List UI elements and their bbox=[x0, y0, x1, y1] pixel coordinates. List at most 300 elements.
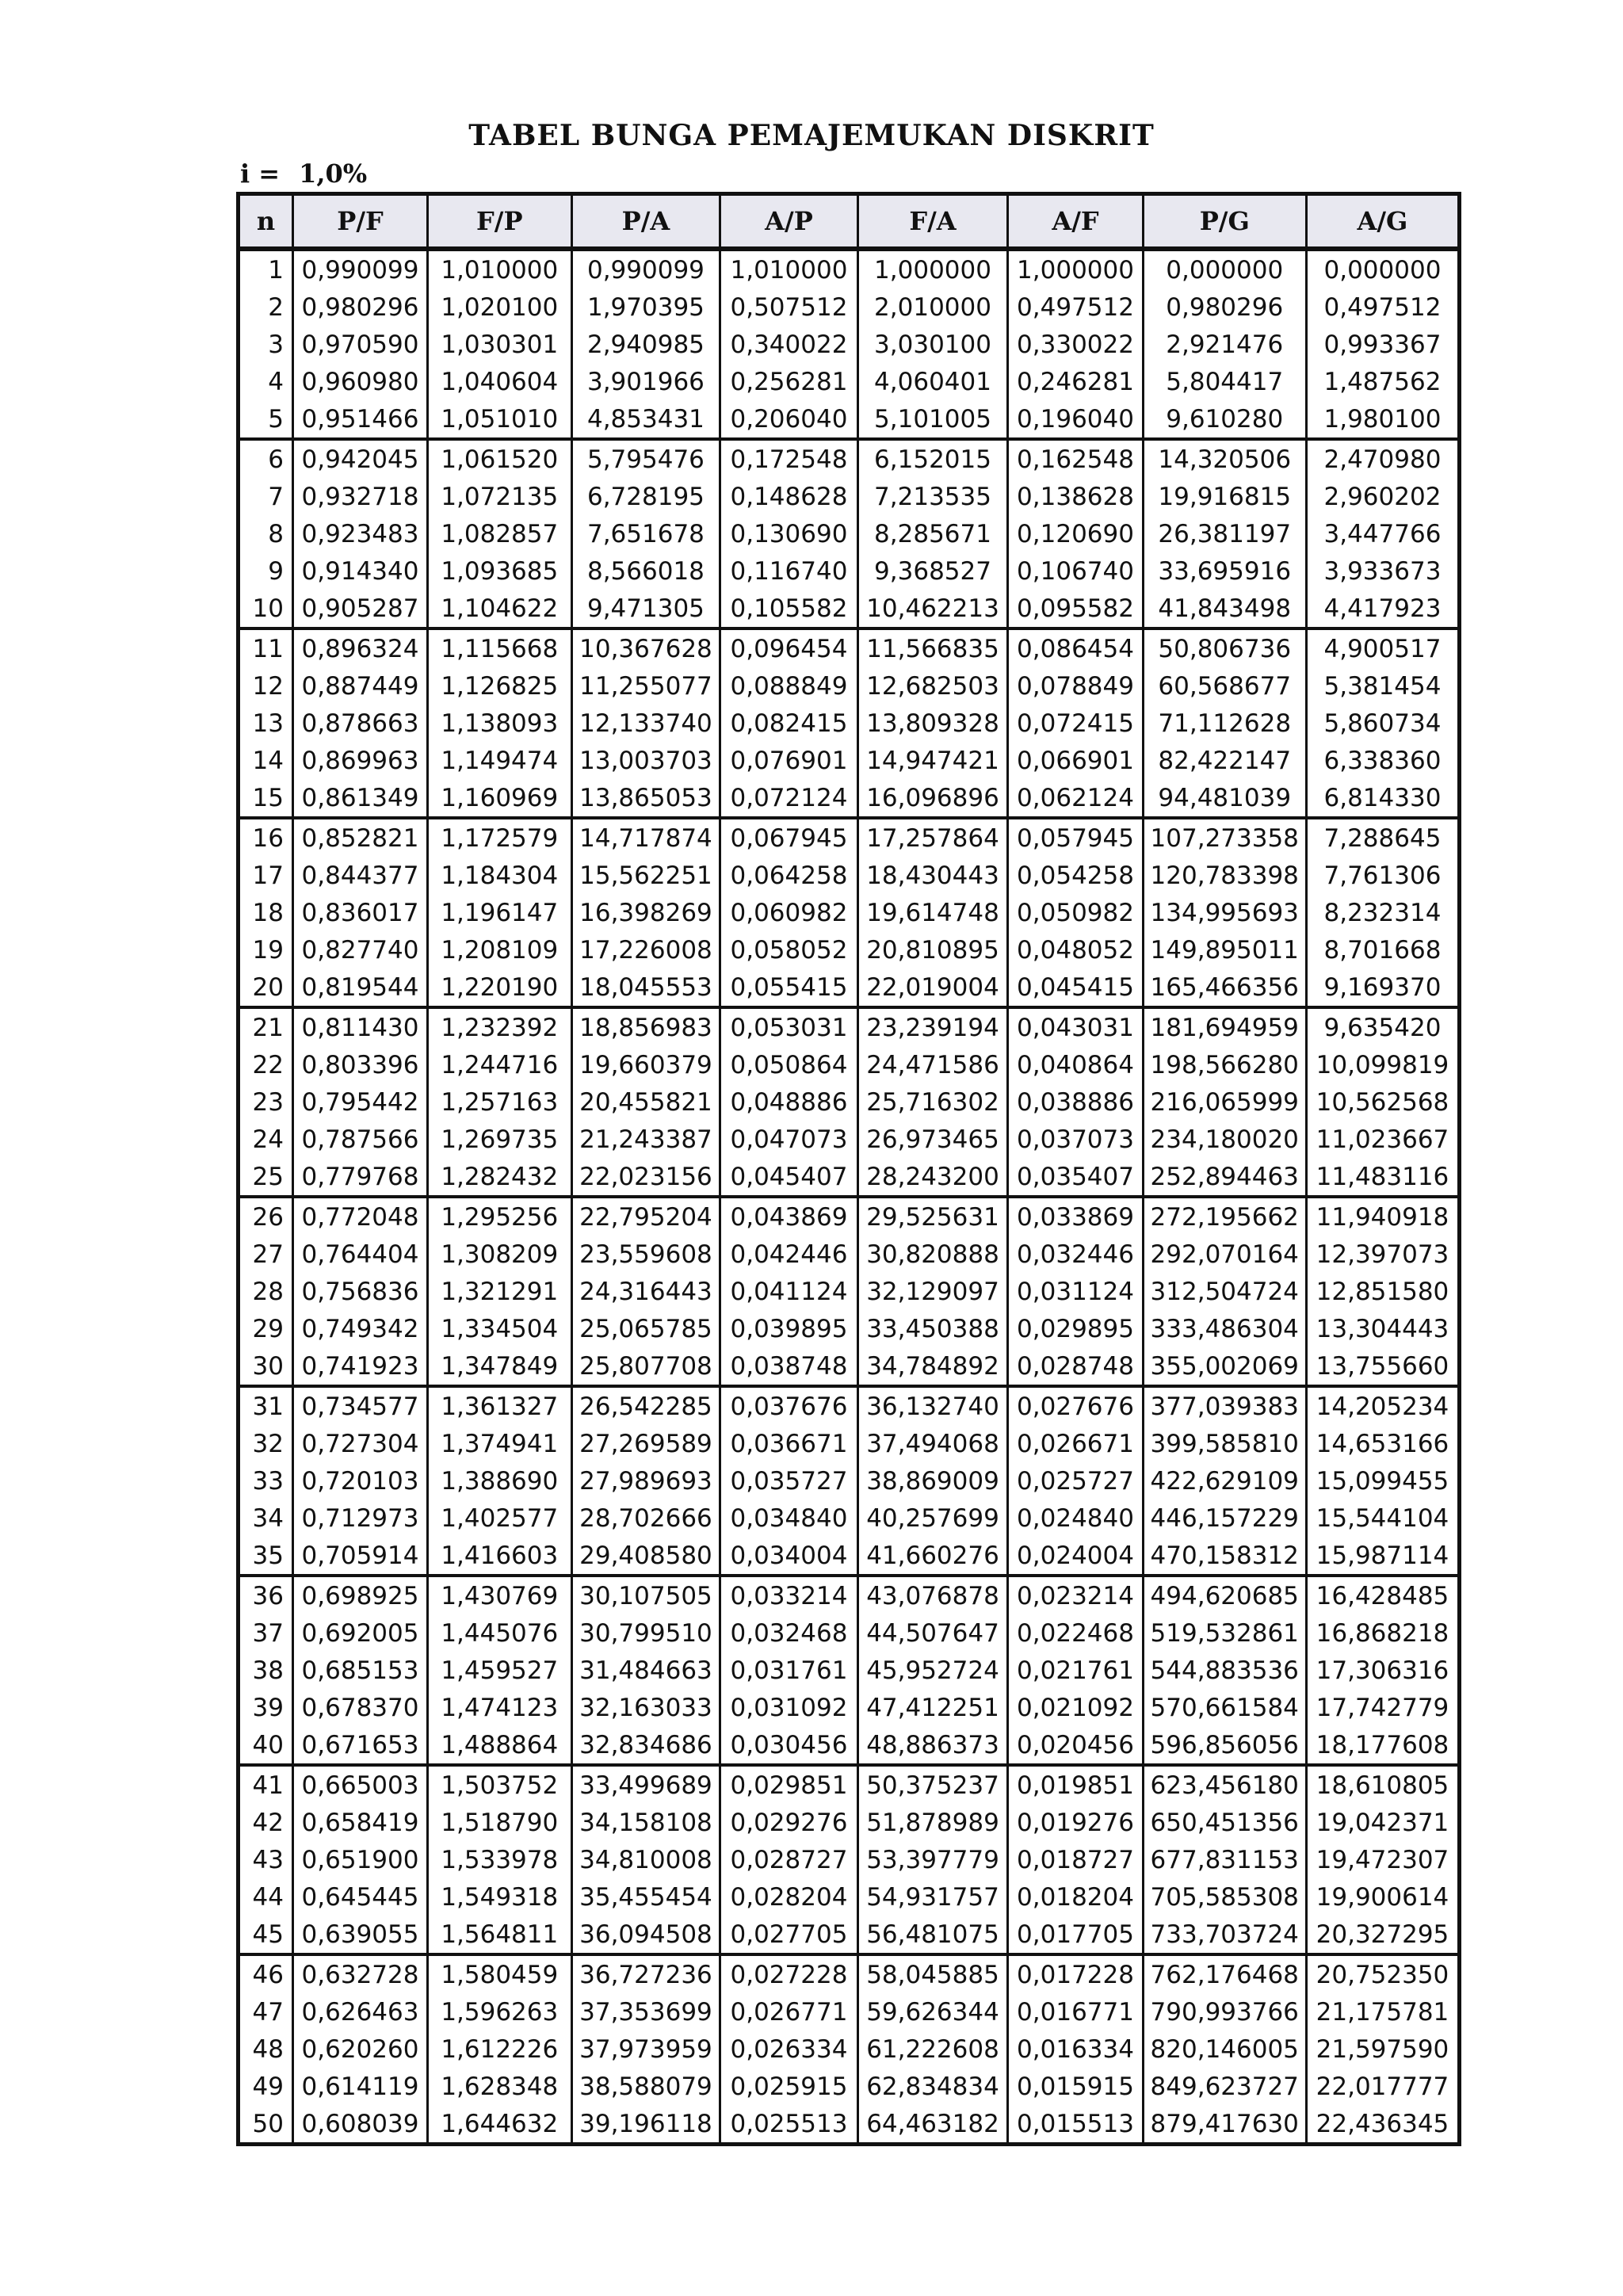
factor-cell: 1,244716 bbox=[428, 1046, 571, 1083]
column-header: A/P bbox=[720, 194, 857, 250]
period-cell: 38 bbox=[239, 1652, 293, 1689]
factor-cell: 20,455821 bbox=[571, 1083, 720, 1121]
factor-cell: 0,105582 bbox=[720, 590, 857, 628]
factor-cell: 11,940918 bbox=[1306, 1197, 1459, 1236]
factor-cell: 50,806736 bbox=[1143, 628, 1306, 667]
factor-cell: 0,038886 bbox=[1008, 1083, 1143, 1121]
factor-cell: 61,222608 bbox=[857, 2030, 1008, 2068]
factor-cell: 0,028727 bbox=[720, 1841, 857, 1878]
factor-cell: 1,334504 bbox=[428, 1310, 571, 1347]
factor-cell: 0,029851 bbox=[720, 1765, 857, 1804]
period-cell: 34 bbox=[239, 1499, 293, 1537]
factor-cell: 0,048886 bbox=[720, 1083, 857, 1121]
table-row bbox=[239, 705, 1460, 742]
factor-cell: 1,208109 bbox=[428, 931, 571, 968]
column-header: P/F bbox=[292, 194, 427, 250]
period-cell: 14 bbox=[239, 742, 293, 779]
table-row bbox=[239, 1158, 1460, 1197]
factor-cell: 18,430443 bbox=[857, 857, 1008, 894]
factor-cell: 2,960202 bbox=[1306, 478, 1459, 515]
factor-cell: 0,037073 bbox=[1008, 1121, 1143, 1158]
period-cell: 10 bbox=[239, 590, 293, 628]
factor-cell: 25,716302 bbox=[857, 1083, 1008, 1121]
factor-cell: 1,321291 bbox=[428, 1273, 571, 1310]
factor-cell: 0,088849 bbox=[720, 667, 857, 705]
factor-cell: 1,361327 bbox=[428, 1386, 571, 1425]
period-cell: 11 bbox=[239, 628, 293, 667]
factor-cell: 0,060982 bbox=[720, 894, 857, 931]
table-row bbox=[239, 1386, 1460, 1425]
factor-cell: 14,717874 bbox=[571, 818, 720, 857]
factor-cell: 37,973959 bbox=[571, 2030, 720, 2068]
factor-cell: 422,629109 bbox=[1143, 1462, 1306, 1499]
period-cell: 4 bbox=[239, 363, 293, 400]
factor-cell: 15,099455 bbox=[1306, 1462, 1459, 1499]
factor-cell: 1,295256 bbox=[428, 1197, 571, 1236]
factor-cell: 0,970590 bbox=[292, 326, 427, 363]
column-header: A/G bbox=[1306, 194, 1459, 250]
factor-cell: 198,566280 bbox=[1143, 1046, 1306, 1083]
factor-cell: 0,025915 bbox=[720, 2068, 857, 2105]
factor-cell: 0,028748 bbox=[1008, 1347, 1143, 1386]
factor-cell: 0,050982 bbox=[1008, 894, 1143, 931]
factor-cell: 15,987114 bbox=[1306, 1537, 1459, 1576]
period-cell: 47 bbox=[239, 1993, 293, 2030]
period-cell: 2 bbox=[239, 288, 293, 326]
factor-cell: 0,024840 bbox=[1008, 1499, 1143, 1537]
factor-cell: 6,152015 bbox=[857, 439, 1008, 478]
factor-cell: 7,288645 bbox=[1306, 818, 1459, 857]
factor-cell: 1,416603 bbox=[428, 1537, 571, 1576]
period-cell: 30 bbox=[239, 1347, 293, 1386]
factor-cell: 0,035727 bbox=[720, 1462, 857, 1499]
factor-cell: 20,327295 bbox=[1306, 1916, 1459, 1954]
period-cell: 31 bbox=[239, 1386, 293, 1425]
factor-cell: 0,651900 bbox=[292, 1841, 427, 1878]
factor-cell: 0,026671 bbox=[1008, 1425, 1143, 1462]
factor-cell: 26,381197 bbox=[1143, 515, 1306, 552]
factor-cell: 1,402577 bbox=[428, 1499, 571, 1537]
period-cell: 12 bbox=[239, 667, 293, 705]
factor-cell: 0,665003 bbox=[292, 1765, 427, 1804]
factor-cell: 1,220190 bbox=[428, 968, 571, 1007]
factor-cell: 10,099819 bbox=[1306, 1046, 1459, 1083]
factor-cell: 0,034004 bbox=[720, 1537, 857, 1576]
factor-cell: 31,484663 bbox=[571, 1652, 720, 1689]
factor-cell: 16,868218 bbox=[1306, 1614, 1459, 1652]
factor-cell: 23,239194 bbox=[857, 1007, 1008, 1046]
factor-cell: 3,901966 bbox=[571, 363, 720, 400]
factor-cell: 22,017777 bbox=[1306, 2068, 1459, 2105]
factor-cell: 13,865053 bbox=[571, 779, 720, 818]
table-row bbox=[239, 1462, 1460, 1499]
factor-cell: 33,499689 bbox=[571, 1765, 720, 1804]
table-row bbox=[239, 439, 1460, 478]
factor-cell: 0,072124 bbox=[720, 779, 857, 818]
factor-cell: 10,367628 bbox=[571, 628, 720, 667]
factor-cell: 252,894463 bbox=[1143, 1158, 1306, 1197]
factor-cell: 0,035407 bbox=[1008, 1158, 1143, 1197]
factor-cell: 0,106740 bbox=[1008, 552, 1143, 590]
factor-cell: 0,045407 bbox=[720, 1158, 857, 1197]
factor-cell: 6,814330 bbox=[1306, 779, 1459, 818]
column-header: F/P bbox=[428, 194, 571, 250]
table-row bbox=[239, 779, 1460, 818]
factor-cell: 0,795442 bbox=[292, 1083, 427, 1121]
factor-cell: 0,685153 bbox=[292, 1652, 427, 1689]
factor-cell: 9,368527 bbox=[857, 552, 1008, 590]
factor-cell: 32,834686 bbox=[571, 1726, 720, 1765]
factor-cell: 51,878989 bbox=[857, 1804, 1008, 1841]
factor-cell: 3,447766 bbox=[1306, 515, 1459, 552]
table-row bbox=[239, 857, 1460, 894]
factor-cell: 11,566835 bbox=[857, 628, 1008, 667]
factor-cell: 0,734577 bbox=[292, 1386, 427, 1425]
factor-cell: 333,486304 bbox=[1143, 1310, 1306, 1347]
period-cell: 20 bbox=[239, 968, 293, 1007]
period-cell: 15 bbox=[239, 779, 293, 818]
factor-cell: 0,827740 bbox=[292, 931, 427, 968]
factor-cell: 0,614119 bbox=[292, 2068, 427, 2105]
factor-cell: 0,779768 bbox=[292, 1158, 427, 1197]
factor-cell: 0,148628 bbox=[720, 478, 857, 515]
factor-cell: 0,942045 bbox=[292, 439, 427, 478]
factor-cell: 762,176468 bbox=[1143, 1954, 1306, 1993]
factor-cell: 1,970395 bbox=[571, 288, 720, 326]
factor-cell: 1,612226 bbox=[428, 2030, 571, 2068]
factor-cell: 32,129097 bbox=[857, 1273, 1008, 1310]
factor-cell: 1,138093 bbox=[428, 705, 571, 742]
factor-cell: 28,702666 bbox=[571, 1499, 720, 1537]
factor-cell: 14,205234 bbox=[1306, 1386, 1459, 1425]
factor-cell: 5,381454 bbox=[1306, 667, 1459, 705]
table-row bbox=[239, 1614, 1460, 1652]
period-cell: 1 bbox=[239, 249, 293, 288]
factor-cell: 0,887449 bbox=[292, 667, 427, 705]
factor-cell: 7,651678 bbox=[571, 515, 720, 552]
table-row bbox=[239, 1689, 1460, 1726]
factor-cell: 0,980296 bbox=[292, 288, 427, 326]
factor-cell: 29,525631 bbox=[857, 1197, 1008, 1236]
table-row bbox=[239, 667, 1460, 705]
factor-cell: 1,445076 bbox=[428, 1614, 571, 1652]
table-row bbox=[239, 1765, 1460, 1804]
factor-cell: 0,039895 bbox=[720, 1310, 857, 1347]
period-cell: 49 bbox=[239, 2068, 293, 2105]
factor-cell: 1,093685 bbox=[428, 552, 571, 590]
period-cell: 39 bbox=[239, 1689, 293, 1726]
factor-cell: 5,804417 bbox=[1143, 363, 1306, 400]
factor-cell: 2,010000 bbox=[857, 288, 1008, 326]
factor-cell: 0,671653 bbox=[292, 1726, 427, 1765]
factor-cell: 234,180020 bbox=[1143, 1121, 1306, 1158]
factor-cell: 0,067945 bbox=[720, 818, 857, 857]
factor-cell: 1,257163 bbox=[428, 1083, 571, 1121]
factor-cell: 40,257699 bbox=[857, 1499, 1008, 1537]
factor-cell: 0,764404 bbox=[292, 1236, 427, 1273]
factor-cell: 134,995693 bbox=[1143, 894, 1306, 931]
factor-cell: 0,030456 bbox=[720, 1726, 857, 1765]
table-row bbox=[239, 2105, 1460, 2145]
factor-cell: 0,057945 bbox=[1008, 818, 1143, 857]
factor-cell: 0,027228 bbox=[720, 1954, 857, 1993]
factor-cell: 0,330022 bbox=[1008, 326, 1143, 363]
factor-cell: 48,886373 bbox=[857, 1726, 1008, 1765]
table-row bbox=[239, 326, 1460, 363]
factor-cell: 1,000000 bbox=[1008, 249, 1143, 288]
period-cell: 37 bbox=[239, 1614, 293, 1652]
factor-cell: 36,132740 bbox=[857, 1386, 1008, 1425]
factor-cell: 12,133740 bbox=[571, 705, 720, 742]
factor-cell: 0,015915 bbox=[1008, 2068, 1143, 2105]
factor-cell: 7,761306 bbox=[1306, 857, 1459, 894]
period-cell: 44 bbox=[239, 1878, 293, 1916]
factor-cell: 0,076901 bbox=[720, 742, 857, 779]
factor-cell: 26,542285 bbox=[571, 1386, 720, 1425]
factor-cell: 0,055415 bbox=[720, 968, 857, 1007]
factor-cell: 0,803396 bbox=[292, 1046, 427, 1083]
factor-cell: 0,050864 bbox=[720, 1046, 857, 1083]
table-row bbox=[239, 1916, 1460, 1954]
factor-cell: 5,795476 bbox=[571, 439, 720, 478]
period-cell: 50 bbox=[239, 2105, 293, 2145]
factor-cell: 0,024004 bbox=[1008, 1537, 1143, 1576]
factor-cell: 4,060401 bbox=[857, 363, 1008, 400]
factor-cell: 0,896324 bbox=[292, 628, 427, 667]
factor-cell: 0,639055 bbox=[292, 1916, 427, 1954]
factor-cell: 0,036671 bbox=[720, 1425, 857, 1462]
factor-cell: 0,130690 bbox=[720, 515, 857, 552]
factor-cell: 1,010000 bbox=[428, 249, 571, 288]
factor-cell: 0,819544 bbox=[292, 968, 427, 1007]
table-row bbox=[239, 1576, 1460, 1614]
factor-cell: 12,851580 bbox=[1306, 1273, 1459, 1310]
factor-cell: 494,620685 bbox=[1143, 1576, 1306, 1614]
interest-rate-value: 1,0% bbox=[299, 159, 368, 189]
factor-cell: 0,086454 bbox=[1008, 628, 1143, 667]
table-row bbox=[239, 1347, 1460, 1386]
factor-cell: 38,869009 bbox=[857, 1462, 1008, 1499]
factor-cell: 5,101005 bbox=[857, 400, 1008, 439]
period-cell: 7 bbox=[239, 478, 293, 515]
factor-cell: 165,466356 bbox=[1143, 968, 1306, 1007]
factor-cell: 0,025727 bbox=[1008, 1462, 1143, 1499]
factor-cell: 0,712973 bbox=[292, 1499, 427, 1537]
factor-cell: 2,470980 bbox=[1306, 439, 1459, 478]
factor-cell: 16,398269 bbox=[571, 894, 720, 931]
table-row bbox=[239, 1046, 1460, 1083]
factor-cell: 64,463182 bbox=[857, 2105, 1008, 2145]
table-row bbox=[239, 1310, 1460, 1347]
factor-cell: 0,016771 bbox=[1008, 1993, 1143, 2030]
period-cell: 33 bbox=[239, 1462, 293, 1499]
factor-cell: 1,126825 bbox=[428, 667, 571, 705]
factor-cell: 8,566018 bbox=[571, 552, 720, 590]
factor-cell: 30,799510 bbox=[571, 1614, 720, 1652]
column-header: F/A bbox=[857, 194, 1008, 250]
factor-cell: 17,226008 bbox=[571, 931, 720, 968]
factor-cell: 2,940985 bbox=[571, 326, 720, 363]
factor-cell: 26,973465 bbox=[857, 1121, 1008, 1158]
factor-cell: 20,810895 bbox=[857, 931, 1008, 968]
table-row bbox=[239, 363, 1460, 400]
factor-cell: 0,031092 bbox=[720, 1689, 857, 1726]
factor-cell: 21,597590 bbox=[1306, 2030, 1459, 2068]
factor-cell: 292,070164 bbox=[1143, 1236, 1306, 1273]
factor-cell: 21,175781 bbox=[1306, 1993, 1459, 2030]
factor-cell: 120,783398 bbox=[1143, 857, 1306, 894]
factor-cell: 41,843498 bbox=[1143, 590, 1306, 628]
table-row bbox=[239, 1236, 1460, 1273]
interest-rate bbox=[240, 159, 367, 189]
table-row bbox=[239, 968, 1460, 1007]
period-cell: 29 bbox=[239, 1310, 293, 1347]
factor-cell: 71,112628 bbox=[1143, 705, 1306, 742]
factor-cell: 1,388690 bbox=[428, 1462, 571, 1499]
factor-cell: 35,455454 bbox=[571, 1878, 720, 1916]
factor-cell: 790,993766 bbox=[1143, 1993, 1306, 2030]
factor-cell: 0,043869 bbox=[720, 1197, 857, 1236]
factor-cell: 399,585810 bbox=[1143, 1425, 1306, 1462]
factor-cell: 0,023214 bbox=[1008, 1576, 1143, 1614]
factor-cell: 0,960980 bbox=[292, 363, 427, 400]
table-row bbox=[239, 1878, 1460, 1916]
factor-cell: 0,015513 bbox=[1008, 2105, 1143, 2145]
period-cell: 19 bbox=[239, 931, 293, 968]
factor-cell: 1,149474 bbox=[428, 742, 571, 779]
factor-cell: 216,065999 bbox=[1143, 1083, 1306, 1121]
factor-cell: 11,255077 bbox=[571, 667, 720, 705]
factor-cell: 1,196147 bbox=[428, 894, 571, 931]
factor-cell: 9,610280 bbox=[1143, 400, 1306, 439]
table-row bbox=[239, 590, 1460, 628]
table-row bbox=[239, 742, 1460, 779]
column-header: n bbox=[239, 194, 293, 250]
factor-cell: 41,660276 bbox=[857, 1537, 1008, 1576]
factor-cell: 10,462213 bbox=[857, 590, 1008, 628]
period-cell: 46 bbox=[239, 1954, 293, 1993]
period-cell: 45 bbox=[239, 1916, 293, 1954]
factor-cell: 19,472307 bbox=[1306, 1841, 1459, 1878]
factor-cell: 0,844377 bbox=[292, 857, 427, 894]
factor-cell: 24,316443 bbox=[571, 1273, 720, 1310]
factor-cell: 0,852821 bbox=[292, 818, 427, 857]
factor-cell: 25,065785 bbox=[571, 1310, 720, 1347]
table-row bbox=[239, 1083, 1460, 1121]
period-cell: 22 bbox=[239, 1046, 293, 1083]
period-cell: 3 bbox=[239, 326, 293, 363]
factor-cell: 1,980100 bbox=[1306, 400, 1459, 439]
table-row bbox=[239, 1993, 1460, 2030]
factor-cell: 0,720103 bbox=[292, 1462, 427, 1499]
factor-cell: 27,269589 bbox=[571, 1425, 720, 1462]
table-row bbox=[239, 894, 1460, 931]
factor-cell: 6,338360 bbox=[1306, 742, 1459, 779]
factor-cell: 1,020100 bbox=[428, 288, 571, 326]
factor-cell: 0,923483 bbox=[292, 515, 427, 552]
factor-cell: 0,990099 bbox=[571, 249, 720, 288]
table-row bbox=[239, 478, 1460, 515]
factor-cell: 94,481039 bbox=[1143, 779, 1306, 818]
table-row bbox=[239, 931, 1460, 968]
table-row bbox=[239, 400, 1460, 439]
factor-cell: 1,051010 bbox=[428, 400, 571, 439]
factor-cell: 272,195662 bbox=[1143, 1197, 1306, 1236]
factor-cell: 1,430769 bbox=[428, 1576, 571, 1614]
table-row bbox=[239, 1425, 1460, 1462]
factor-cell: 4,417923 bbox=[1306, 590, 1459, 628]
factor-cell: 1,184304 bbox=[428, 857, 571, 894]
factor-cell: 107,273358 bbox=[1143, 818, 1306, 857]
factor-cell: 0,632728 bbox=[292, 1954, 427, 1993]
factor-cell: 4,853431 bbox=[571, 400, 720, 439]
factor-cell: 0,645445 bbox=[292, 1878, 427, 1916]
table-row bbox=[239, 552, 1460, 590]
factor-cell: 58,045885 bbox=[857, 1954, 1008, 1993]
factor-cell: 22,023156 bbox=[571, 1158, 720, 1197]
factor-cell: 16,096896 bbox=[857, 779, 1008, 818]
table-row bbox=[239, 1726, 1460, 1765]
factor-cell: 62,834834 bbox=[857, 2068, 1008, 2105]
factor-cell: 15,562251 bbox=[571, 857, 720, 894]
period-cell: 13 bbox=[239, 705, 293, 742]
factor-cell: 34,810008 bbox=[571, 1841, 720, 1878]
factor-cell: 28,243200 bbox=[857, 1158, 1008, 1197]
factor-cell: 0,062124 bbox=[1008, 779, 1143, 818]
factor-cell: 0,162548 bbox=[1008, 439, 1143, 478]
factor-cell: 20,752350 bbox=[1306, 1954, 1459, 1993]
factor-cell: 0,497512 bbox=[1306, 288, 1459, 326]
factor-cell: 24,471586 bbox=[857, 1046, 1008, 1083]
factor-cell: 59,626344 bbox=[857, 1993, 1008, 2030]
factor-cell: 3,030100 bbox=[857, 326, 1008, 363]
factor-cell: 446,157229 bbox=[1143, 1499, 1306, 1537]
factor-cell: 39,196118 bbox=[571, 2105, 720, 2145]
factor-cell: 0,905287 bbox=[292, 590, 427, 628]
factor-cell: 544,883536 bbox=[1143, 1652, 1306, 1689]
factor-cell: 0,018727 bbox=[1008, 1841, 1143, 1878]
factor-cell: 0,054258 bbox=[1008, 857, 1143, 894]
factor-cell: 14,653166 bbox=[1306, 1425, 1459, 1462]
factor-cell: 0,058052 bbox=[720, 931, 857, 968]
factor-cell: 30,820888 bbox=[857, 1236, 1008, 1273]
factor-cell: 0,951466 bbox=[292, 400, 427, 439]
factor-cell: 1,503752 bbox=[428, 1765, 571, 1804]
factor-cell: 1,269735 bbox=[428, 1121, 571, 1158]
factor-cell: 0,031124 bbox=[1008, 1273, 1143, 1310]
factor-cell: 623,456180 bbox=[1143, 1765, 1306, 1804]
factor-cell: 18,856983 bbox=[571, 1007, 720, 1046]
factor-cell: 0,626463 bbox=[292, 1993, 427, 2030]
factor-cell: 19,614748 bbox=[857, 894, 1008, 931]
factor-cell: 0,678370 bbox=[292, 1689, 427, 1726]
factor-cell: 1,564811 bbox=[428, 1916, 571, 1954]
page-title: TABEL BUNGA PEMAJEMUKAN DISKRIT bbox=[468, 119, 1155, 152]
factor-cell: 0,256281 bbox=[720, 363, 857, 400]
factor-cell: 0,045415 bbox=[1008, 968, 1143, 1007]
factor-cell: 355,002069 bbox=[1143, 1347, 1306, 1386]
factor-cell: 705,585308 bbox=[1143, 1878, 1306, 1916]
factor-cell: 11,483116 bbox=[1306, 1158, 1459, 1197]
factor-cell: 18,610805 bbox=[1306, 1765, 1459, 1804]
period-cell: 23 bbox=[239, 1083, 293, 1121]
table-row bbox=[239, 628, 1460, 667]
factor-cell: 27,989693 bbox=[571, 1462, 720, 1499]
factor-cell: 1,374941 bbox=[428, 1425, 571, 1462]
period-cell: 41 bbox=[239, 1765, 293, 1804]
factor-cell: 34,158108 bbox=[571, 1804, 720, 1841]
table-row bbox=[239, 1537, 1460, 1576]
